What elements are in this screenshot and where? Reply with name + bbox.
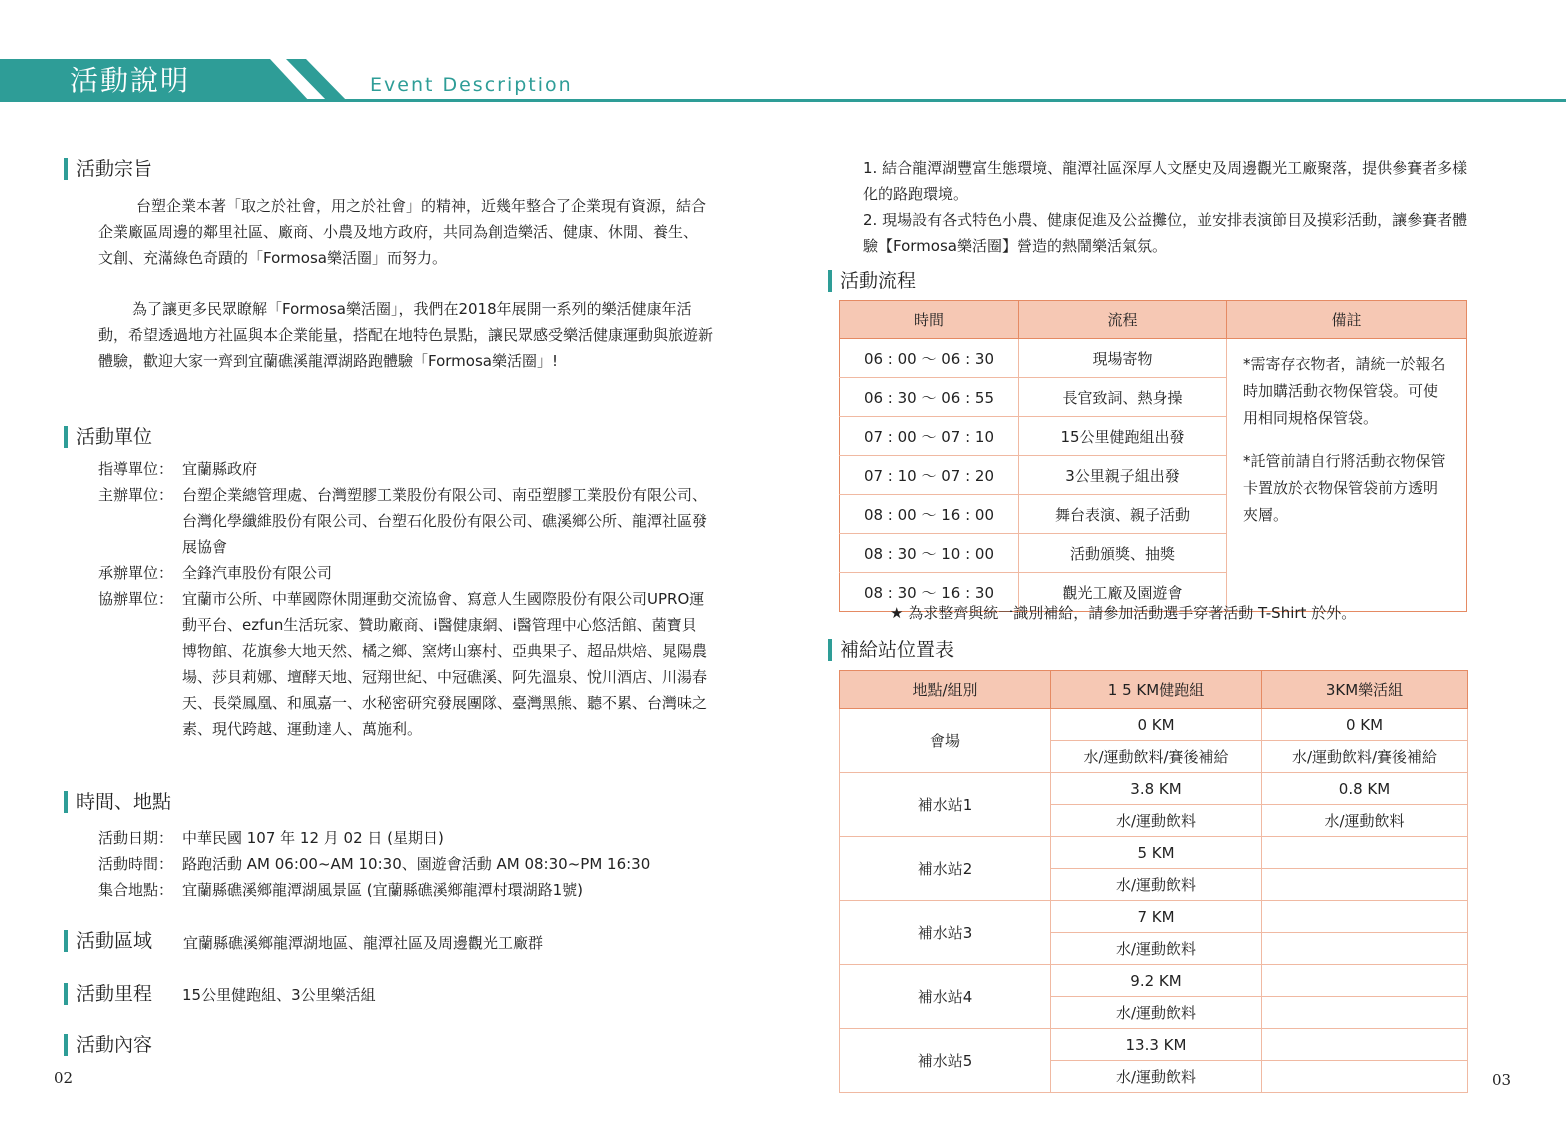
schedule-flow: 舞台表演、親子活動 (1019, 495, 1227, 534)
purpose-paragraph-2: 為了讓更多民眾瞭解「Formosa樂活圈」，我們在2018年展開一系列的樂活健康年活動，希望透過地方社區與本企業能量，搭配在地特色景點，讓民眾感受樂活健康運動與旅遊新體驗，歡迎大家一齊到宜蘭礁溪龍潭湖路跑體驗「Formosa樂活圈」! (98, 300, 714, 370)
supply-col-3km: 3KM樂活組 (1262, 671, 1468, 709)
supply-15km-items: 水/運動飲料 (1051, 997, 1262, 1029)
supply-15km-distance: 0 KM (1051, 709, 1262, 741)
table-row (840, 965, 1468, 997)
time-list (98, 825, 718, 903)
time-row: 活動日期： 中華民國 107 年 12 月 02 日 (星期日) (98, 829, 444, 847)
supply-table (839, 670, 1468, 1093)
content-item-2: 2. 現場設有各式特色小農、健康促進及公益攤位，並安排表演節目及摸彩活動，讓參賽者體驗【Formosa樂活圈】營造的熱鬧樂活氣氛。 (863, 211, 1468, 255)
supply-3km-items (1262, 997, 1468, 1029)
supply-place: 補水站1 (840, 773, 1051, 837)
schedule-note-2: *託管前請自行將活動衣物保管卡置放於衣物保管袋前方透明夾層。 (1243, 452, 1446, 524)
supply-place: 補水站5 (840, 1029, 1051, 1093)
schedule-time: 08 : 00 ～ 16 : 00 (840, 495, 1019, 534)
area-value: 宜蘭縣礁溪鄉龍潭湖地區、龍潭社區及周邊觀光工廠群 (183, 934, 544, 952)
supply-place: 補水站2 (840, 837, 1051, 901)
supply-3km-items (1262, 933, 1468, 965)
supply-3km-distance: 0.8 KM (1262, 773, 1468, 805)
supply-15km-items: 水/運動飲料/賽後補給 (1051, 741, 1262, 773)
content-item-1: 1. 結合龍潭湖豐富生態環境、龍潭社區深厚人文歷史及周邊觀光工廠聚落，提供參賽者多樣化的路跑環境。 (863, 159, 1468, 203)
units-list (98, 456, 710, 742)
units-row: 承辦單位： 全鋒汽車股份有限公司 (98, 564, 333, 582)
section-title-units: 活動單位 (64, 425, 152, 449)
schedule-col-flow: 流程 (1019, 301, 1227, 339)
section-title-schedule: 活動流程 (828, 269, 916, 293)
page-subtitle: Event Description (370, 74, 573, 96)
section-title-area: 活動區域 (64, 929, 152, 953)
section-title-time: 時間、地點 (64, 790, 171, 814)
units-row: 指導單位： 宜蘭縣政府 (98, 460, 258, 478)
schedule-header-row (840, 301, 1467, 339)
units-row: 協辦單位： 宜蘭市公所、中華國際休閒運動交流協會、寫意人生國際股份有限公司UPRO運動平台、ezfun生活玩家、贊助廠商、i醫健康網、i醫管理中心悠活館、菌寶貝博物館、花旗參大地天然、橘之鄉、窯烤山寨村、亞典果子、超品烘焙、晁陽農場、莎貝莉娜、壇酵天地、冠翔世紀、中冠礁溪、阿先溫泉、悅川酒店、川湯春天、長榮鳳凰、和風嘉一、水秘密研究發展團隊、臺灣黑熊、聽不累、台灣味之素、現代跨越、運動達人、萬施利。 (98, 590, 708, 738)
supply-3km-items (1262, 869, 1468, 901)
schedule-flow: 長官致詞、熱身操 (1019, 378, 1227, 417)
supply-15km-items: 水/運動飲料 (1051, 869, 1262, 901)
schedule-time: 08 : 30 ～ 10 : 00 (840, 534, 1019, 573)
section-title-distance: 活動里程 (64, 982, 152, 1006)
units-row: 主辦單位： 台塑企業總管理處、台灣塑膠工業股份有限公司、南亞塑膠工業股份有限公司、台灣化學纖維股份有限公司、台塑石化股份有限公司、礁溪鄉公所、龍潭社區發展協會 (98, 486, 708, 556)
schedule-table (839, 300, 1467, 612)
time-row: 集合地點： 宜蘭縣礁溪鄉龍潭湖風景區 (宜蘭縣礁溪鄉龍潭村環湖路1號) (98, 881, 584, 899)
supply-15km-items: 水/運動飲料 (1051, 1061, 1262, 1093)
schedule-flow: 現場寄物 (1019, 339, 1227, 378)
supply-15km-distance: 7 KM (1051, 901, 1262, 933)
table-row (840, 901, 1468, 933)
page-number-left: 02 (54, 1069, 74, 1087)
page-title: 活動說明 (70, 64, 191, 97)
time-row: 活動時間： 路跑活動 AM 06:00~AM 10:30、園遊會活動 AM 08:30~PM 16:30 (98, 855, 651, 873)
supply-15km-distance: 5 KM (1051, 837, 1262, 869)
supply-3km-items: 水/運動飲料 (1262, 805, 1468, 837)
section-title-purpose: 活動宗旨 (64, 157, 152, 181)
schedule-col-time: 時間 (840, 301, 1019, 339)
page-number-right: 03 (1492, 1071, 1512, 1089)
schedule-flow: 觀光工廠及園遊會 (1019, 573, 1227, 612)
supply-3km-items (1262, 1061, 1468, 1093)
supply-3km-distance: 0 KM (1262, 709, 1468, 741)
schedule-time: 06 : 30 ～ 06 : 55 (840, 378, 1019, 417)
supply-15km-items: 水/運動飲料 (1051, 933, 1262, 965)
supply-place: 補水站4 (840, 965, 1051, 1029)
section-title-supply: 補給站位置表 (828, 638, 954, 662)
supply-3km-distance (1262, 1029, 1468, 1061)
supply-col-place: 地點/組別 (840, 671, 1051, 709)
supply-3km-distance (1262, 965, 1468, 997)
schedule-note-1: *需寄存衣物者，請統一於報名時加購活動衣物保管袋。可使用相同規格保管袋。 (1243, 355, 1446, 427)
supply-place: 補水站3 (840, 901, 1051, 965)
table-row (840, 837, 1468, 869)
schedule-flow: 活動頒獎、抽獎 (1019, 534, 1227, 573)
purpose-paragraph-1: 台塑企業本著「取之於社會，用之於社會」的精神，近幾年整合了企業現有資源，結合企業廠區周邊的鄰里社區、廠商、小農及地方政府，共同為創造樂活、健康、休閒、養生、文創、充滿綠色奇蹟的「Formosa樂活圈」而努力。 (98, 197, 707, 267)
supply-15km-items: 水/運動飲料 (1051, 805, 1262, 837)
schedule-time: 07 : 00 ～ 07 : 10 (840, 417, 1019, 456)
schedule-time: 08 : 30 ～ 16 : 30 (840, 573, 1019, 612)
schedule-flow: 15公里健跑組出發 (1019, 417, 1227, 456)
table-row (840, 773, 1468, 805)
supply-15km-distance: 13.3 KM (1051, 1029, 1262, 1061)
supply-15km-distance: 9.2 KM (1051, 965, 1262, 997)
supply-3km-distance (1262, 837, 1468, 869)
table-row (840, 709, 1468, 741)
schedule-note (1227, 339, 1467, 612)
schedule-time: 07 : 10 ～ 07 : 20 (840, 456, 1019, 495)
distance-value: 15公里健跑組、3公里樂活組 (182, 986, 376, 1004)
schedule-footnote: ★ 為求整齊與統一識別補給，請參加活動選手穿著活動 T-Shirt 於外。 (890, 604, 1357, 622)
supply-3km-items: 水/運動飲料/賽後補給 (1262, 741, 1468, 773)
schedule-flow: 3公里親子組出發 (1019, 456, 1227, 495)
supply-header-row (840, 671, 1468, 709)
schedule-col-note: 備註 (1227, 301, 1467, 339)
supply-3km-distance (1262, 901, 1468, 933)
supply-col-15km: 1 5 KM健跑組 (1051, 671, 1262, 709)
section-title-content: 活動內容 (64, 1033, 152, 1057)
schedule-time: 06 : 00 ～ 06 : 30 (840, 339, 1019, 378)
table-row (840, 1029, 1468, 1061)
supply-place: 會場 (840, 709, 1051, 773)
table-row (840, 339, 1467, 378)
supply-15km-distance: 3.8 KM (1051, 773, 1262, 805)
